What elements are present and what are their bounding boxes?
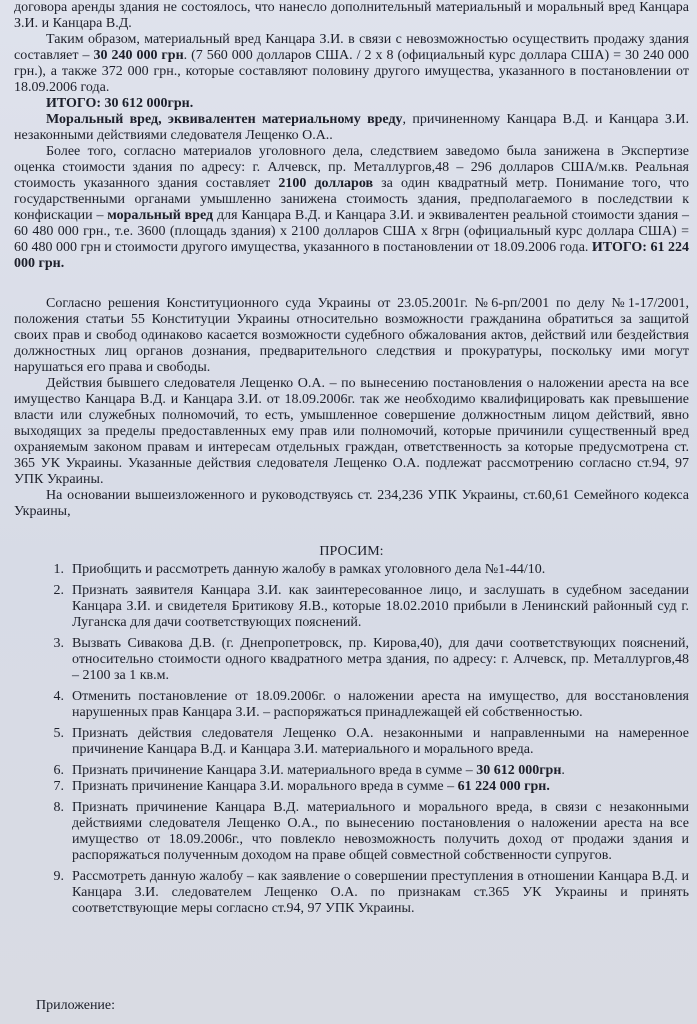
amount-material: 30 240 000 грн <box>93 48 184 63</box>
paragraph-constitutional-court: Согласно решения Конституционного суда Украины от 23.05.2001г. №6-рп/2001 по делу №1-17/2001, положения статьи 55 Конституции Украины относительно возможности гражданина обратиться за защитой своих прав и свобод одинаково касается возможности судебного обжалования актов, действий или бездействия должностных лиц органов дознания, предварительного следствия и прокуратуры, поскольку ими могут нарушаться его права и свободы. <box>14 296 689 375</box>
request-item: 4. Отменить постановление от 18.09.2006г. о наложении ареста на имущество, для восстановления нарушенных прав Канцара З.И. – распоряжаться принадлежащей ей собственностью. <box>53 689 689 720</box>
request-heading: ПРОСИМ: <box>319 544 384 559</box>
paragraph-investigator-actions: Действия бывшего следователя Лещенко О.А. – по вынесению постановления о наложении ареста на все имущество Канцара В.Д. и Канцара З.И. от 18.09.2006г. так же необходимо квалифицировать как превышение власти или служебных полномочий, то есть, умышленное совершение должностным лицом действий, явно выходящих за пределы предоставленных ему прав или полномочий, которые причинили существенный вред охраняемым законом правам и интересам отдельных граждан, ответственность за которые предусмотрена ст. 365 УК Украины. Указанные действия следователя Лещенко О.А. подлежат рассмотрению согласно ст.94, 97 УПК Украины. <box>14 376 689 487</box>
paragraph-moral-damage: Моральный вред, эквивалентен материальному вреду, причиненному Канцара В.Д. и Канцара З.И. незаконными действиями следователя Лещенко О.А.. <box>14 112 689 143</box>
request-item: 2. Признать заявителя Канцара З.И. как заинтересованное лицо, и заслушать в судебном заседании Канцара З.И. и свидетеля Бритикову Я.В., которые 18.02.2010 прибыли в Ленинский районный суд г. Луганска для дачи соответствующих пояснений. <box>53 583 689 630</box>
request-item: 7. Признать причинение Канцара З.И. морального вреда в сумме – 61 224 000 грн. <box>53 779 550 794</box>
request-list <box>14 562 689 917</box>
request-item: 5. Признать действия следователя Лещенко О.А. незаконными и направленными на намеренное причинение Канцара В.Д. и Канцара З.И. материального и морального вреда. <box>53 726 689 757</box>
request-item: 1. Приобщить и рассмотреть данную жалобу в рамках уголовного дела №1-44/10. <box>53 562 546 577</box>
paragraph-legal-basis: На основании вышеизложенного и руководствуясь ст. 234,236 УПК Украины, ст.60,61 Семейного кодекса Украины, <box>14 488 689 519</box>
paragraph-building-valuation: Более того, согласно материалов уголовного дела, следствием заведомо была занижена в Экспертизе оценка стоимости здания по адресу: г. Алчевск, пр. Металлургов,48 – 296 долларов США/м.кв. Реальная стоимость указанного здания составляет 2100 долларов за один квадратный метр. Понимание того, что государственными органами умышленно занижена стоимость здания, предполагаемого в последствии к конфискации – моральный вред для Канцара В.Д. и Канцара З.И. и эквивалентен реальной стоимости здания – 60 480 000 грн., т.е. 3600 (площадь здания) х 2100 долларов США х 8грн (официальный курс доллара США) = 60 480 000 грн и стоимости другого имущества, указанного в постановлении от 18.09.2006 года. ИТОГО: 61 224 000 грн. <box>14 144 689 271</box>
attachment-label: Приложение: <box>36 998 116 1013</box>
paragraph-lease: договора аренды здания не состоялось, что нанесло дополнительный материальный и моральный вред Канцара З.И. и Канцара В.Д. <box>14 0 689 31</box>
total-moral: ИТОГО: 61 224 000 грн. <box>14 240 689 271</box>
request-item: 3. Вызвать Сивакова Д.В. (г. Днепропетровск, пр. Кирова,40), для дачи соответствующих пояснений, относительно стоимости одного квадратного метра здания, по адресу: г. Алчевск, пр. Металлургов,48 – 2100 за 1 кв.м. <box>53 636 689 683</box>
total-material: ИТОГО: 30 612 000грн. <box>46 96 194 111</box>
request-item: 8. Признать причинение Канцара В.Д. материального и морального вреда, в связи с незаконными действиями следователя Лещенко О.А., по вынесению постановления о наложении ареста на все имущество от 18.09.2006г., что повлекло невозможность получить доход от продажи здания и распоряжаться полученным доходом на праве общей совместной собственности супругов. <box>53 800 689 863</box>
request-item: 9. Рассмотреть данную жалобу – как заявление о совершении преступления в отношении Канцара В.Д. и Канцара З.И. следователем Лещенко О.А. по признакам ст.365 УК Украины и принять соответствующие меры согласно ст.94, 97 УПК Украины. <box>53 869 689 916</box>
paragraph-material-damage: Таким образом, материальный вред Канцара З.И. в связи с невозможностью осуществить продажу здания составляет – 30 240 000 грн. (7 560 000 долларов США. / 2 х 8 (официальный курс доллара США) = 30 240 000 грн.), а также 372 000 грн., которые составляют половину другого имущества, указанного в постановлении от 18.09.2006 года. <box>14 32 689 95</box>
request-item: 6. Признать причинение Канцара З.И. материального вреда в сумме – 30 612 000грн. <box>53 763 565 778</box>
